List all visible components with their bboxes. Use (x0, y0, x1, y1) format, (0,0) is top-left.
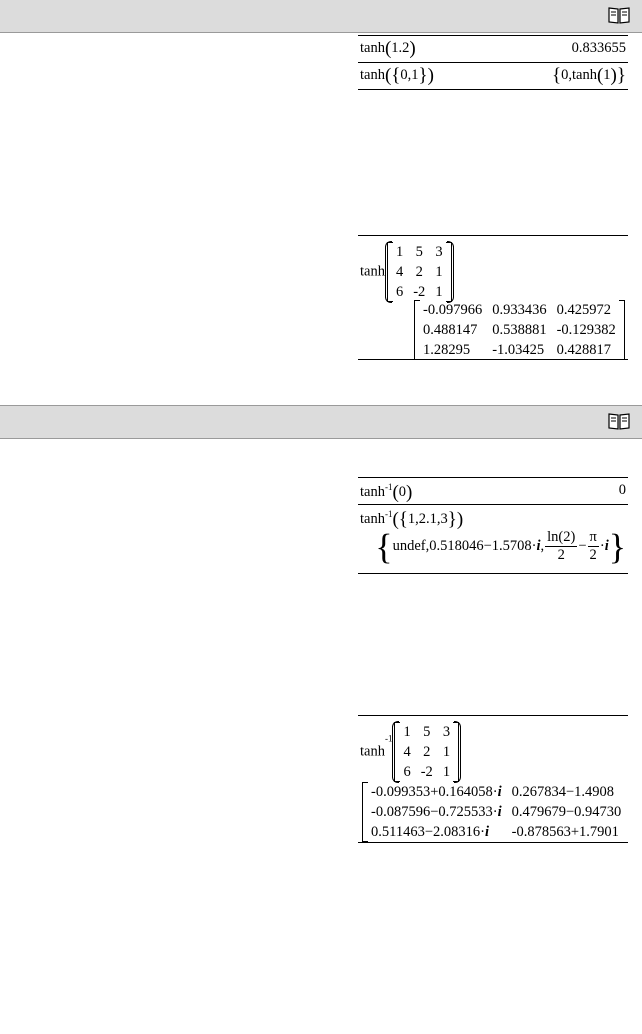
matrix-cell: 2 (423, 743, 431, 760)
func-name: tanh (360, 484, 385, 500)
matrix-cell: 4 (395, 263, 404, 280)
matrix-cell: -2 (413, 283, 426, 300)
argument: 0,1 (400, 67, 419, 83)
matrix-cell: 2 (415, 263, 423, 280)
result-value: 0 (618, 482, 626, 498)
matrix-cell: -0.878563+1.7901 (511, 823, 619, 840)
matrix-cell: 3 (442, 723, 451, 740)
matrix-cell: 1 (435, 283, 443, 300)
matrix-cell: 0.428817 (556, 341, 611, 358)
matrix-cell: -0.087596−0.725533·i (371, 803, 502, 820)
matrix-row (366, 782, 626, 802)
argument: 0 (398, 484, 407, 500)
section-band-tanh (0, 0, 642, 33)
matrix-row (366, 822, 626, 842)
result-value: 0,tanh (561, 67, 597, 83)
matrix-row (366, 802, 626, 822)
matrix-row (418, 300, 621, 320)
input-matrix (391, 242, 448, 302)
book-icon (608, 6, 630, 24)
matrix-cell: 1 (435, 263, 443, 280)
matrix-cell: 1.28295 (423, 341, 471, 358)
func-name: tanh (360, 67, 385, 83)
example-tanh-matrix (358, 235, 628, 360)
matrix-cell: -0.099353+0.164058·i (371, 783, 502, 800)
matrix-cell: 1 (442, 743, 451, 760)
matrix-row (418, 320, 621, 340)
matrix-cell: -0.097966 (423, 301, 483, 318)
matrix-row (398, 742, 455, 762)
matrix-cell: 1 (403, 723, 411, 740)
section-band-arctanh (0, 405, 642, 439)
func-name: tanh (360, 40, 385, 56)
result-value: 0.833655 (571, 40, 626, 56)
example-arctanh-scalar (358, 477, 628, 574)
matrix-cell: 0.267834−1.4908 (511, 783, 615, 800)
argument: 1 (603, 67, 611, 83)
matrix-cell: -1.03425 (492, 341, 545, 358)
matrix-cell: 5 (423, 723, 431, 740)
matrix-cell: 0.511463−2.08316·i (371, 823, 489, 840)
result-row: tanh(1.2) 0.833655 (358, 36, 628, 63)
matrix-cell: 0.479679−0.94730 (511, 803, 622, 820)
output-matrix (366, 782, 626, 842)
result-row: $\tanh^{-1}(0)$ 0 (358, 478, 628, 505)
matrix-cell: 6 (403, 763, 411, 780)
matrix-cell: 1 (395, 243, 404, 260)
func-name: tanh (360, 511, 385, 527)
input-matrix (398, 722, 455, 782)
matrix-cell: 4 (403, 743, 411, 760)
matrix-cell: -0.129382 (556, 321, 616, 338)
example-tanh-scalar (358, 35, 628, 90)
matrix-row (398, 722, 455, 742)
result-value: {undef,0.518046−1.5708·i, $\frac{\ln(2)}{2}$ − $\frac{\pi}{2}$ ·i} (375, 526, 626, 567)
matrix-cell: 0.425972 (556, 301, 611, 318)
argument: 1,2.1,3 (407, 511, 448, 527)
result-row: $\tanh^{-1}(\{1,2.1,3\})$ {undef,0.518046−1.5708·i, $\frac{\ln(2)}{2}$ − $\frac{\pi}{2}$ ·i} (358, 505, 628, 574)
matrix-cell: 1 (442, 763, 451, 780)
matrix-row (391, 242, 448, 262)
matrix-cell: 0.538881 (492, 321, 547, 338)
matrix-cell: 3 (435, 243, 443, 260)
func-name: tanh (360, 743, 385, 760)
example-arctanh-matrix: $\tanh^{-1}$ 1 5 3 4 2 1 6 -2 1 -0.099353+0.164058·i 0.267834−1.4908 -0.087596−0.725533·i 0.479679−0.94730 0.511463−2.08316·i -0.878563+1.7901 (358, 715, 628, 843)
matrix-cell: 0.488147 (423, 321, 478, 338)
matrix-row (391, 282, 448, 302)
output-matrix (418, 300, 621, 360)
matrix-cell: 6 (395, 283, 404, 300)
argument: 1.2 (391, 40, 410, 56)
matrix-cell: -2 (420, 763, 433, 780)
matrix-row (418, 340, 621, 360)
matrix-cell: 5 (415, 243, 423, 260)
result-row: tanh({0,1}) {0,tanh(1)} (358, 63, 628, 90)
matrix-row (391, 262, 448, 282)
matrix-cell: 0.933436 (492, 301, 547, 318)
matrix-row (398, 762, 455, 782)
book-icon (608, 412, 630, 430)
func-name: tanh (360, 263, 385, 280)
